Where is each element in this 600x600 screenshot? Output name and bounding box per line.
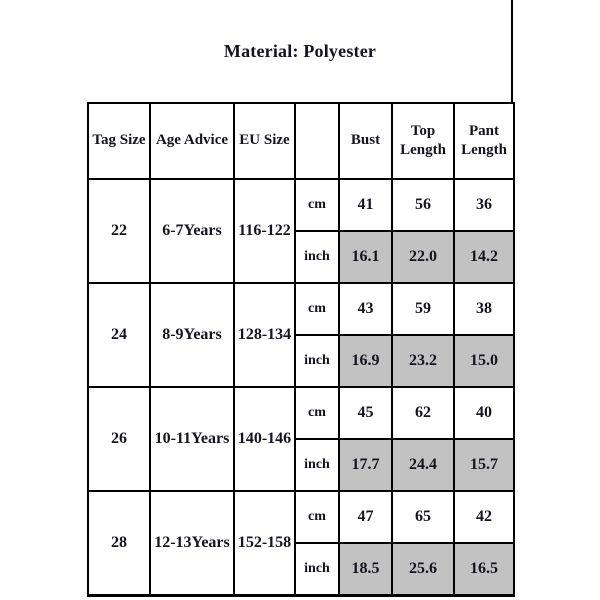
bust-inch: 17.7 [339,439,392,491]
header-top-length: Top Length [392,103,454,179]
top-length-inch: 23.2 [392,335,454,387]
pant-length-inch: 15.7 [454,439,514,491]
header-tag-size: Tag Size [88,103,150,179]
eu-size-value: 128-134 [234,283,295,387]
bust-inch: 16.1 [339,231,392,283]
header-bust: Bust [339,103,392,179]
unit-label-cm: cm [295,491,339,543]
pant-length-cm: 36 [454,179,514,231]
bust-cm: 45 [339,387,392,439]
age-advice-value: 10-11Years [150,387,234,491]
header-unit [295,103,339,179]
age-advice-value: 8-9Years [150,283,234,387]
tag-size-value: 22 [88,179,150,283]
pant-length-inch: 15.0 [454,335,514,387]
eu-size-value: 116-122 [234,179,295,283]
unit-label-inch: inch [295,335,339,387]
top-length-inch: 25.6 [392,543,454,595]
tag-size-value: 26 [88,387,150,491]
table-row-cm [88,283,514,335]
top-length-cm: 56 [392,179,454,231]
top-length-cm: 62 [392,387,454,439]
size-chart-table [87,102,515,597]
top-length-cm: 65 [392,491,454,543]
material-title: Material: Polyester [223,40,377,61]
unit-label-inch: inch [295,439,339,491]
pant-length-inch: 16.5 [454,543,514,595]
top-length-cm: 59 [392,283,454,335]
pant-length-cm: 38 [454,283,514,335]
table-row-cm [88,179,514,231]
pant-length-cm: 42 [454,491,514,543]
table-row-cm [88,491,514,543]
eu-size-value: 152-158 [234,491,295,595]
bust-inch: 18.5 [339,543,392,595]
age-advice-value: 6-7Years [150,179,234,283]
unit-label-cm: cm [295,283,339,335]
header-eu-size: EU Size [234,103,295,179]
header-row [88,103,514,179]
bust-inch: 16.9 [339,335,392,387]
bust-cm: 41 [339,179,392,231]
bust-cm: 43 [339,283,392,335]
age-advice-value: 12-13Years [150,491,234,595]
pant-length-cm: 40 [454,387,514,439]
table-row-cm [88,387,514,439]
top-length-inch: 22.0 [392,231,454,283]
unit-label-inch: inch [295,231,339,283]
unit-label-inch: inch [295,543,339,595]
bust-cm: 47 [339,491,392,543]
pant-length-inch: 14.2 [454,231,514,283]
header-pant-length: Pant Length [454,103,514,179]
tag-size-value: 28 [88,491,150,595]
header-age-advice: Age Advice [150,103,234,179]
unit-label-cm: cm [295,179,339,231]
top-length-inch: 24.4 [392,439,454,491]
tag-size-value: 24 [88,283,150,387]
unit-label-cm: cm [295,387,339,439]
eu-size-value: 140-146 [234,387,295,491]
